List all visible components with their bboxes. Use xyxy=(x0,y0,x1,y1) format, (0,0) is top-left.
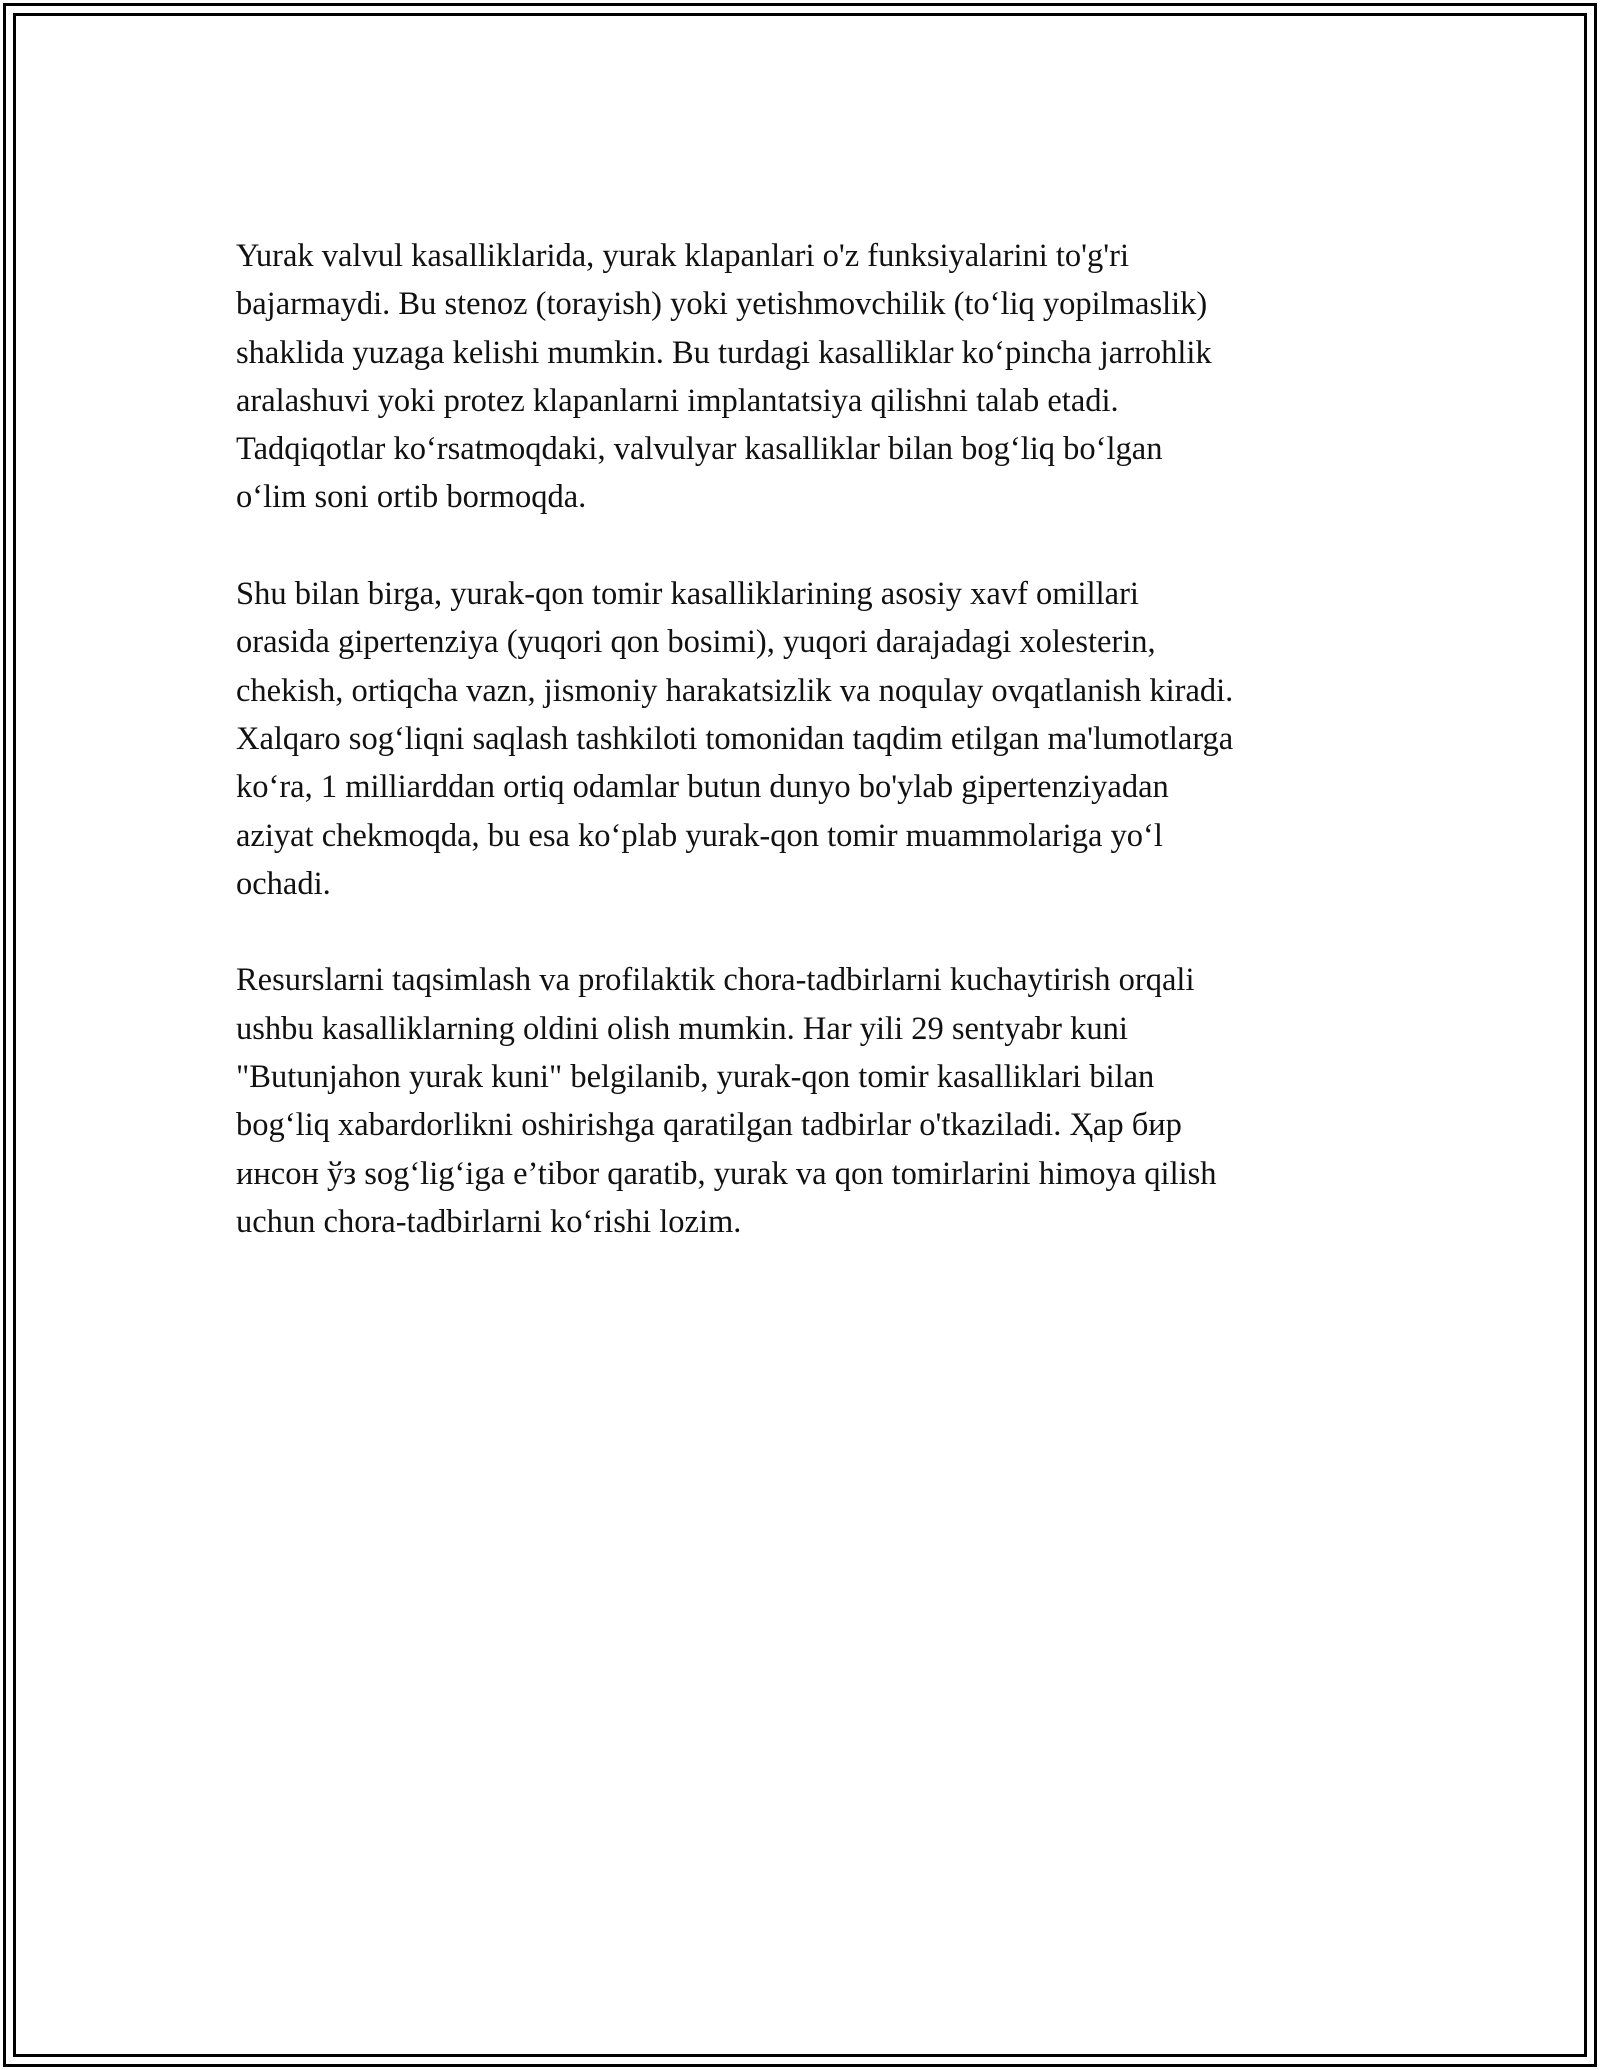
text-line: ushbu kasalliklarning oldini olish mumkin. Har yili 29 sentyabr kuni xyxy=(236,1010,1128,1047)
text-line: o‘lim soni ortib bormoqda. xyxy=(236,479,587,516)
document-body xyxy=(236,232,1436,1295)
text-line: chekish, ortiqcha vazn, jismoniy harakatsizlik va noqulay ovqatlanish kiradi. xyxy=(236,672,1234,709)
text-line: инсон ўз sog‘lig‘iga e’tibor qaratib, yurak va qon tomirlarini himoya qilish xyxy=(236,1155,1217,1192)
paragraph-prevention xyxy=(236,956,1436,1246)
text-line: ochadi. xyxy=(236,865,331,902)
text-line: orasida gipertenziya (yuqori qon bosimi), yuqori darajadagi xolesterin, xyxy=(236,624,1156,661)
text-line: ko‘ra, 1 milliarddan ortiq odamlar butun dunyo bo'ylab gipertenziyadan xyxy=(236,769,1169,806)
paragraph-valve-diseases xyxy=(236,232,1436,522)
text-line: uchun chora-tadbirlarni ko‘rishi lozim. xyxy=(236,1203,742,1240)
text-line: Tadqiqotlar ko‘rsatmoqdaki, valvulyar kasalliklar bilan bog‘liq bo‘lgan xyxy=(236,431,1163,468)
text-line: Shu bilan birga, yurak-qon tomir kasalliklarining asosiy xavf omillari xyxy=(236,576,1139,613)
paragraph-risk-factors xyxy=(236,570,1436,908)
text-line: Xalqaro sog‘liqni saqlash tashkiloti tomonidan taqdim etilgan ma'lumotlarga xyxy=(236,720,1234,757)
text-line: Resurslarni taqsimlash va profilaktik chora-tadbirlarni kuchaytirish orqali xyxy=(236,962,1195,999)
text-line: shaklida yuzaga kelishi mumkin. Bu turdagi kasalliklar ko‘pincha jarrohlik xyxy=(236,334,1212,371)
text-line: aralashuvi yoki protez klapanlarni implantatsiya qilishni talab etadi. xyxy=(236,382,1119,419)
text-line: "Butunjahon yurak kuni" belgilanib, yurak-qon tomir kasalliklari bilan xyxy=(236,1059,1155,1096)
text-line: bog‘liq xabardorlikni oshirishga qaratilgan tadbirlar o'tkaziladi. Ҳар бир xyxy=(236,1107,1182,1144)
text-line: aziyat chekmoqda, bu esa ko‘plab yurak-qon tomir muammolariga yo‘l xyxy=(236,817,1163,854)
text-line: Yurak valvul kasalliklarida, yurak klapanlari o'z funksiyalarini to'g'ri xyxy=(236,238,1129,274)
text-line: bajarmaydi. Bu stenoz (torayish) yoki yetishmovchilik (to‘liq yopilmaslik) xyxy=(236,286,1208,323)
